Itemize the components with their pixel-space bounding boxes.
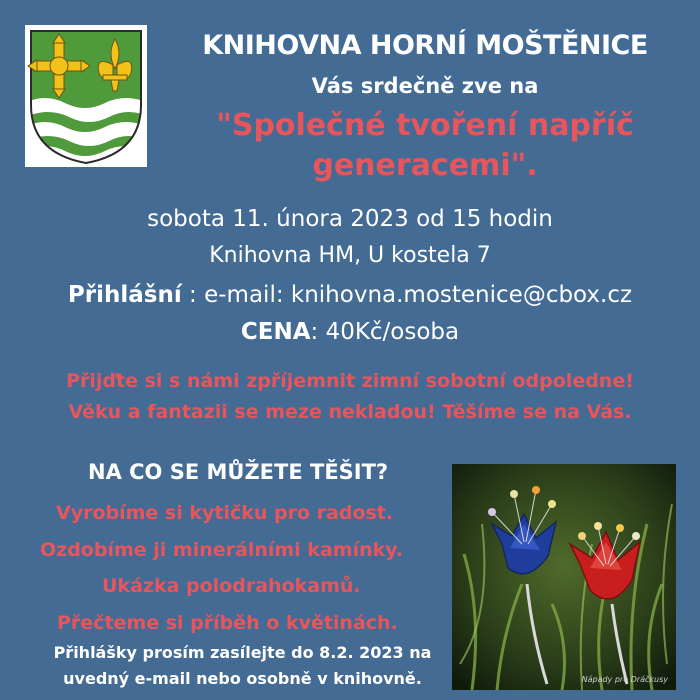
price-label: CENA [240,319,311,345]
library-title: KNIHOVNA HORNÍ MOŠTĚNICE [202,30,648,61]
registration-note-line-1: Přihlášky prosím zasílejte do 8.2. 2023 na [53,643,432,662]
registration-note-line-2: uvedný e-mail nebo osobně v knihovně. [63,669,422,688]
promo-line-1: Přijďte si s námi zpříjemnit zimní sobotní odpoledne! [66,370,634,392]
coat-of-arms [25,25,147,167]
registration-label: Přihlášní [67,282,182,308]
registration-email: : e-mail: knihovna.mostenice@cbox.cz [181,282,633,308]
paper-flowers-image [452,464,676,690]
invite-text: Vás srdečně zve na [311,74,539,98]
registration-line [0,282,700,308]
flower-photo [452,464,676,690]
registration-note [35,640,450,692]
event-name-line-1: "Společné tvoření napříč [216,108,634,143]
price-line [0,319,700,345]
photo-watermark: Nápady pro Dráčkusy [581,675,668,684]
activity-item: Ukázka polodrahokamů. [102,575,361,597]
activity-item: Vyrobíme si kytičku pro radost. [56,502,394,524]
coat-of-arms-icon [25,25,147,167]
event-name-line-2: generacemi". [312,148,538,183]
event-place: Knihovna HM, U kostela 7 [209,243,491,268]
activity-item: Přečteme si příběh o květinách. [57,612,398,634]
event-date: sobota 11. února 2023 od 15 hodin [147,206,553,232]
promo-line-2: Věku a fantazii se meze nekladou! Těšíme se na Vás. [68,401,632,423]
look-forward-heading: NA CO SE MŮŽETE TĚŠIT? [88,460,389,484]
activity-item: Ozdobíme ji minerálními kamínky. [40,539,404,561]
price-value: : 40Kč/osoba [310,319,460,345]
